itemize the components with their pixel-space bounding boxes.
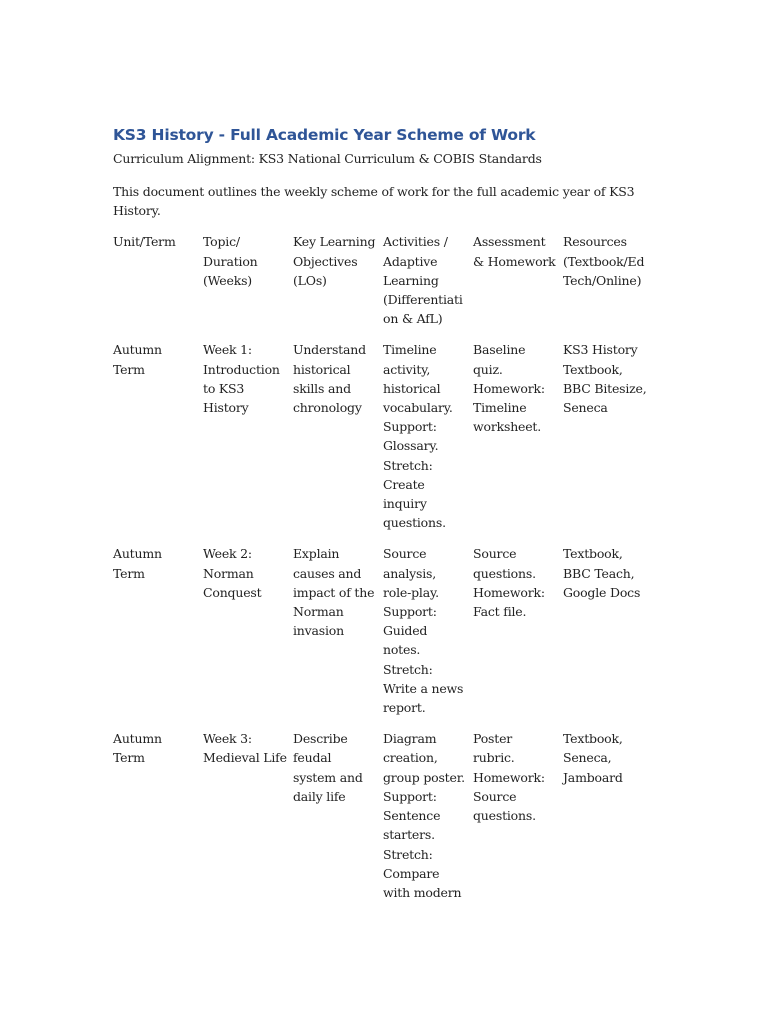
cell-resources: Textbook, Seneca, Jamboard xyxy=(563,731,623,785)
header-unit-term: Unit/Term xyxy=(113,234,176,250)
cell-assessment: Source questions. Homework: Fact file. xyxy=(473,546,545,620)
cell-term: Autumn Term xyxy=(113,546,162,581)
cell-topic: Week 3: Medieval Life xyxy=(203,731,287,766)
cell-activities: Diagram creation, group poster. Support: Sentence starters. Stretch: Compare with modern xyxy=(383,731,465,900)
cell-activities: Source analysis, role-play. Support: Guided notes. Stretch: Write a news report. xyxy=(383,546,464,716)
cell-assessment: Poster rubric. Homework: Source questions. xyxy=(473,731,545,824)
cell-topic: Week 1: Introduction to KS3 History xyxy=(203,342,280,416)
scheme-of-work-table xyxy=(113,232,653,902)
cell-resources: KS3 History Textbook, BBC Bitesize, Seneca xyxy=(563,342,647,416)
document-page xyxy=(113,124,653,902)
header-assessment: Assessment & Homework xyxy=(473,234,556,269)
cell-objectives: Explain causes and impact of the Norman invasion xyxy=(293,546,375,639)
header-activities: Activities / Adaptive Learning (Differentiation & AfL) xyxy=(383,234,463,327)
table-header-row xyxy=(113,232,653,340)
header-topic-duration: Topic/ Duration (Weeks) xyxy=(203,234,258,288)
curriculum-alignment: Curriculum Alignment: KS3 National Curriculum & COBIS Standards xyxy=(113,151,542,166)
header-learning-objectives: Key Learning Objectives (LOs) xyxy=(293,234,376,288)
cell-resources: Textbook, BBC Teach, Google Docs xyxy=(563,546,641,600)
cell-objectives: Understand historical skills and chronology xyxy=(293,342,366,416)
cell-activities: Timeline activity, historical vocabulary. Support: Glossary. Stretch: Create inquiry questions. xyxy=(383,342,453,531)
cell-term: Autumn Term xyxy=(113,731,162,766)
intro-paragraph: This document outlines the weekly scheme of work for the full academic year of KS3 History. xyxy=(113,184,635,219)
document-title: KS3 History - Full Academic Year Scheme of Work xyxy=(113,126,536,144)
table-row xyxy=(113,729,653,902)
cell-term: Autumn Term xyxy=(113,342,162,377)
header-resources: Resources (Textbook/EdTech/Online) xyxy=(563,234,645,288)
cell-objectives: Describe feudal system and daily life xyxy=(293,731,363,804)
cell-assessment: Baseline quiz. Homework: Timeline worksheet. xyxy=(473,342,545,435)
table-row xyxy=(113,544,653,729)
cell-topic: Week 2: Norman Conquest xyxy=(203,546,262,600)
table-row xyxy=(113,340,653,544)
